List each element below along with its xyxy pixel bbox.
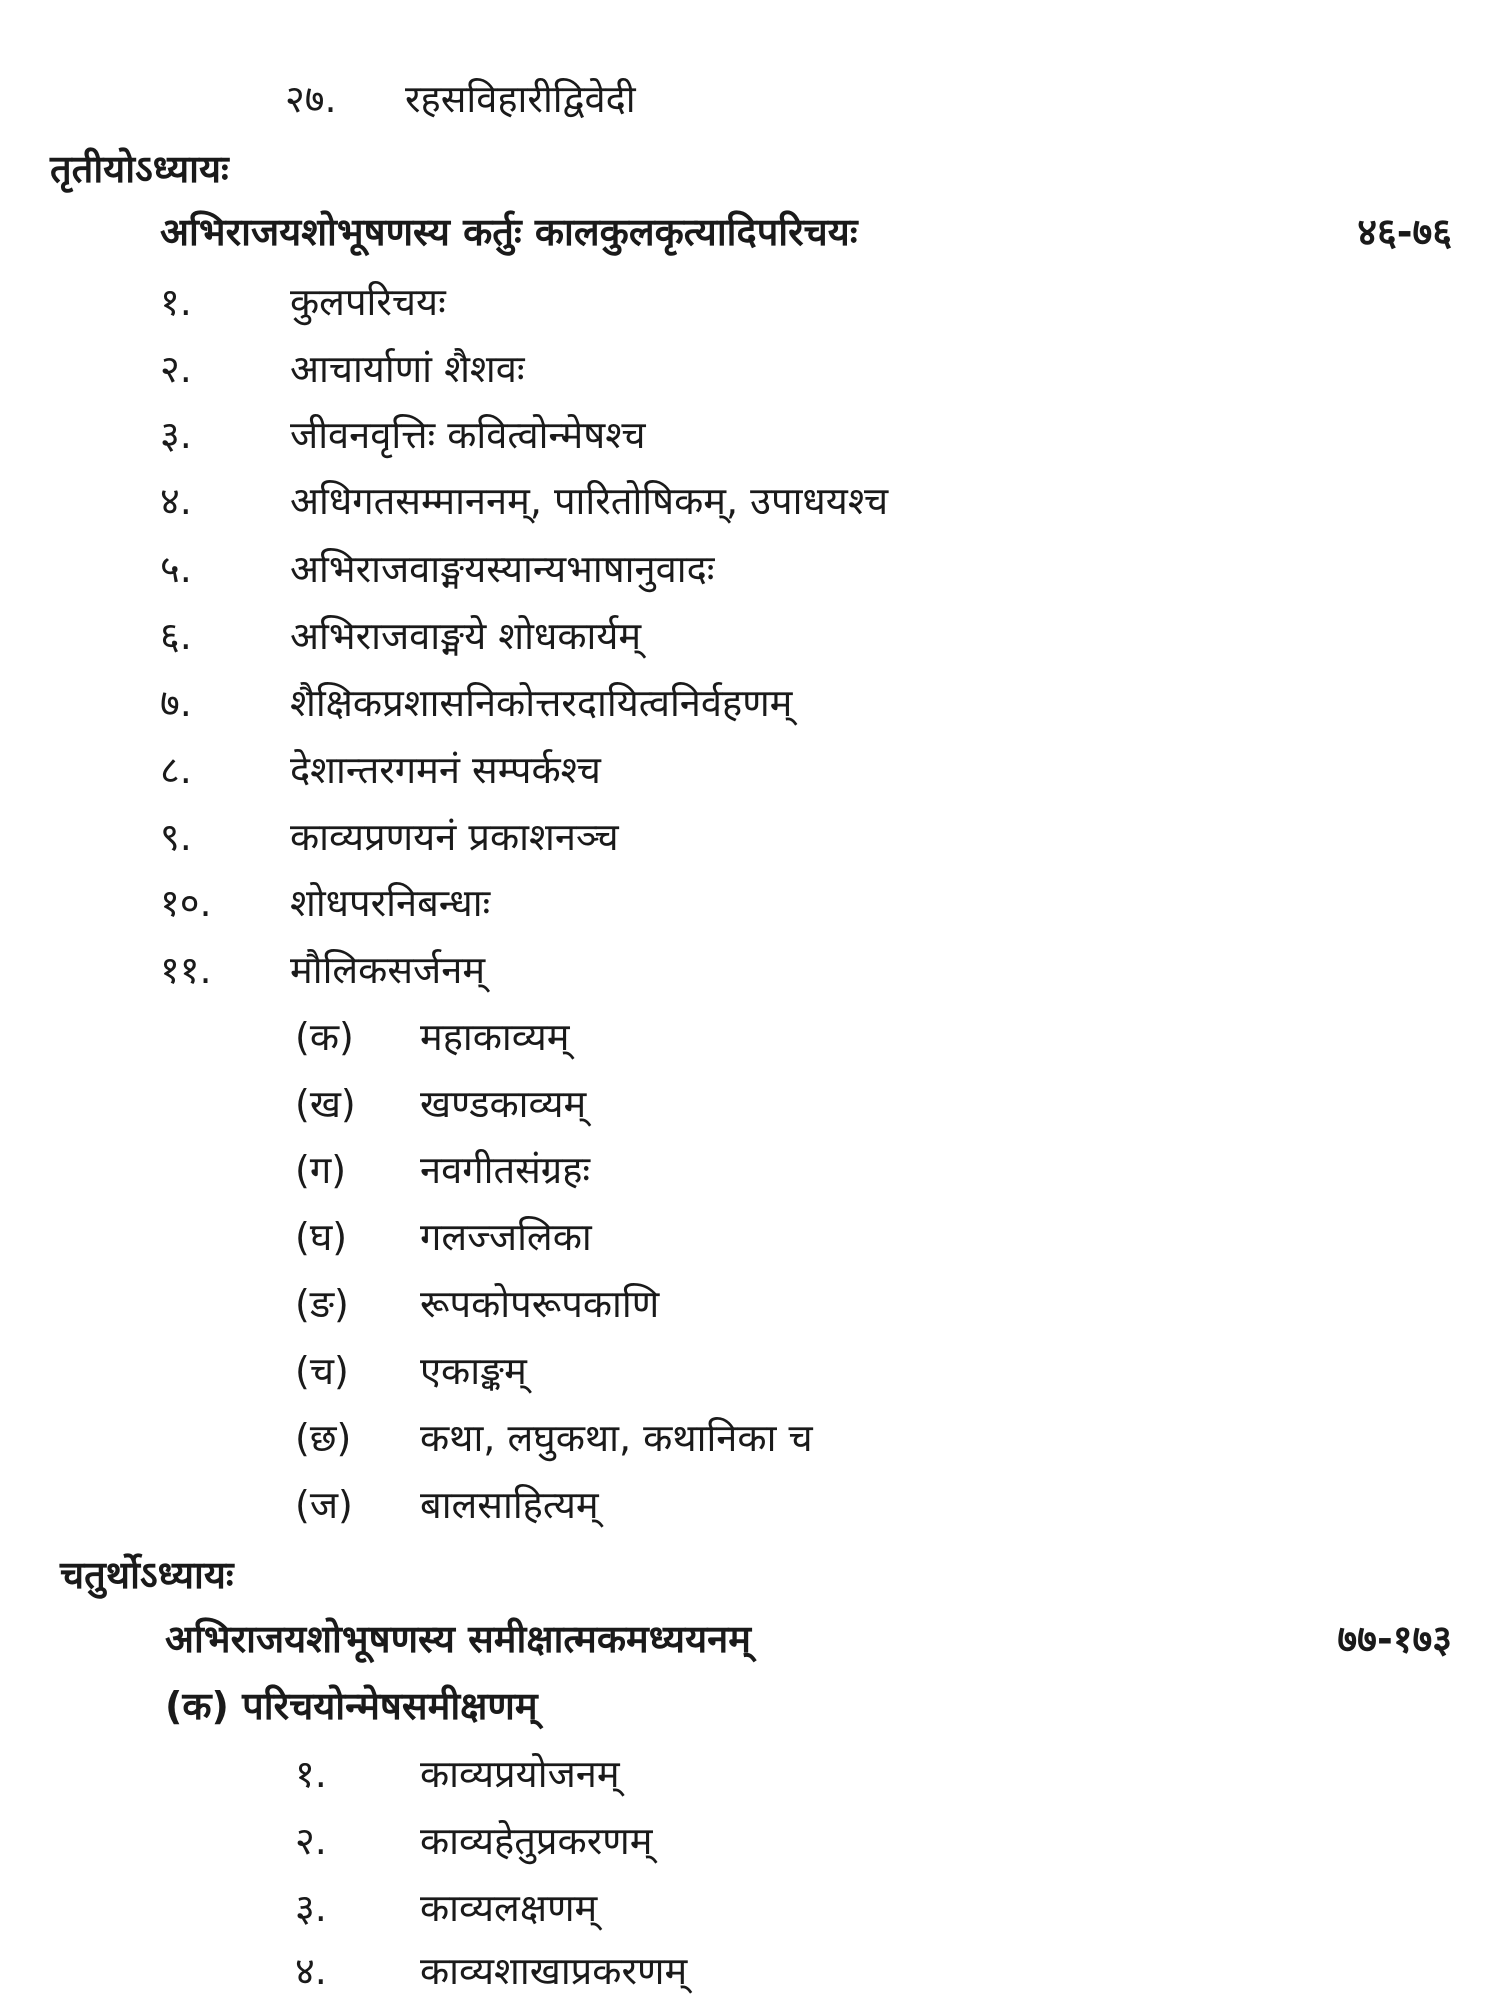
item-text: रूपकोपरूपकाणि xyxy=(420,1282,660,1326)
list-item xyxy=(160,413,646,457)
item-number: ६. xyxy=(160,614,192,658)
item-text: नवगीतसंग्रहः xyxy=(420,1148,591,1192)
item-text: काव्यहेतुप्रकरणम् xyxy=(420,1819,653,1863)
list-item xyxy=(295,1015,570,1059)
item-number: १०. xyxy=(160,881,212,925)
page-range: ४६-७६ xyxy=(1357,210,1452,254)
item-text: काव्यलक्षणम् xyxy=(420,1886,598,1930)
item-number: ४. xyxy=(160,479,192,523)
item-number: (छ) xyxy=(295,1416,352,1460)
chapter-heading: तृतीयोऽध्यायः xyxy=(50,147,229,191)
item-text: रहसविहारीद्विवेदी xyxy=(405,77,636,121)
item-text: अधिगतसम्माननम्, पारितोषिकम्, उपाधयश्च xyxy=(290,479,889,523)
page-range: ७७-१७३ xyxy=(1337,1617,1452,1661)
item-number: (ङ) xyxy=(295,1282,349,1326)
item-number: ५. xyxy=(160,547,192,591)
item-number: (क) xyxy=(295,1015,354,1059)
item-number: ३. xyxy=(295,1886,327,1930)
item-number: (च) xyxy=(295,1349,349,1393)
item-text: गलज्जलिका xyxy=(420,1215,592,1259)
list-item xyxy=(295,1949,688,1993)
list-item xyxy=(160,280,446,324)
list-item xyxy=(160,547,715,591)
item-number: ९. xyxy=(160,815,192,859)
item-number: ८. xyxy=(160,748,192,792)
item-text: काव्यप्रणयनं प्रकाशनञ्च xyxy=(290,815,619,859)
list-item xyxy=(160,881,491,925)
item-text: महाकाव्यम् xyxy=(420,1015,570,1059)
list-item xyxy=(295,1819,653,1863)
item-number: २७. xyxy=(285,77,337,121)
item-text: बालसाहित्यम् xyxy=(420,1483,599,1527)
list-item xyxy=(295,1215,592,1259)
list-item xyxy=(295,1349,527,1393)
list-item xyxy=(295,1148,591,1192)
item-text: कुलपरिचयः xyxy=(290,280,446,324)
item-number: (ज) xyxy=(295,1483,353,1527)
item-text: मौलिकसर्जनम् xyxy=(290,948,486,992)
item-number: (ग) xyxy=(295,1148,347,1192)
item-text: अभिराजवाङ्मये शोधकार्यम् xyxy=(290,614,642,658)
chapter-title: अभिराजयशोभूषणस्य समीक्षात्मकमध्ययनम् xyxy=(165,1617,751,1661)
item-text: आचार्याणां शैशवः xyxy=(290,347,525,391)
item-text: खण्डकाव्यम् xyxy=(420,1082,587,1126)
item-number: १. xyxy=(295,1752,327,1796)
item-text: कथा, लघुकथा, कथानिका च xyxy=(420,1416,813,1460)
list-item xyxy=(160,948,486,992)
list-item xyxy=(160,347,525,391)
item-number: २. xyxy=(160,347,192,391)
section-heading: (क) परिचयोन्मेषसमीक्षणम् xyxy=(165,1684,538,1728)
list-item xyxy=(295,1886,598,1930)
list-item xyxy=(295,1082,587,1126)
list-item xyxy=(285,77,636,121)
item-number: ३. xyxy=(160,413,192,457)
list-item xyxy=(160,681,793,725)
item-text: एकाङ्कम् xyxy=(420,1349,527,1393)
list-item xyxy=(160,614,642,658)
list-item xyxy=(160,479,889,523)
chapter-title: अभिराजयशोभूषणस्य कर्तुः कालकुलकृत्यादिपरिचयः xyxy=(160,210,858,254)
list-item xyxy=(295,1416,813,1460)
chapter-heading: चतुर्थोऽध्यायः xyxy=(60,1553,234,1597)
list-item xyxy=(295,1483,599,1527)
list-item xyxy=(295,1282,660,1326)
item-text: अभिराजवाङ्मयस्यान्यभाषानुवादः xyxy=(290,547,715,591)
item-text: काव्यशाखाप्रकरणम् xyxy=(420,1949,688,1993)
item-number: (ख) xyxy=(295,1082,356,1126)
item-text: जीवनवृत्तिः कवित्वोन्मेषश्च xyxy=(290,413,646,457)
item-number: (घ) xyxy=(295,1215,348,1259)
item-number: ११. xyxy=(160,948,212,992)
item-text: काव्यप्रयोजनम् xyxy=(420,1752,620,1796)
item-number: ७. xyxy=(160,681,192,725)
item-text: शोधपरनिबन्धाः xyxy=(290,881,491,925)
item-number: २. xyxy=(295,1819,327,1863)
list-item xyxy=(160,748,601,792)
item-number: ४. xyxy=(295,1949,327,1993)
list-item xyxy=(160,815,619,859)
list-item xyxy=(295,1752,620,1796)
item-text: देशान्तरगमनं सम्पर्कश्च xyxy=(290,748,601,792)
item-text: शैक्षिकप्रशासनिकोत्तरदायित्वनिर्वहणम् xyxy=(290,681,793,725)
item-number: १. xyxy=(160,280,192,324)
